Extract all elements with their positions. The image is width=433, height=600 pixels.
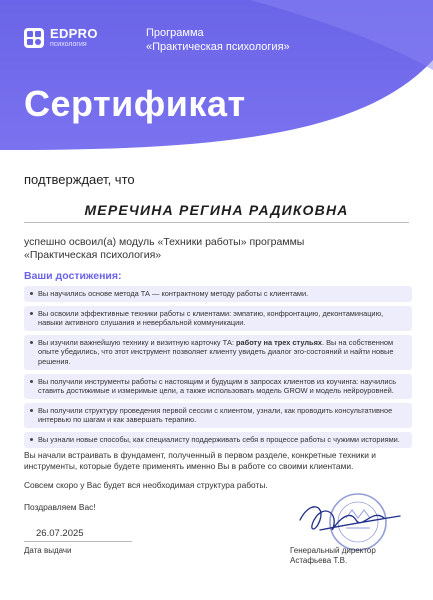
achievement-text: . Вы на собственном опыте убедились, что этот инструмент позволяет клиенту увидеть диалог эго-состояний и найти новые решения. — [38, 337, 394, 366]
congratulations-text: Поздравляем Вас! — [24, 502, 96, 512]
achievement-item: Вы научились основе метода ТА — контрактному методу работы с клиентами. — [24, 286, 412, 302]
brand-subtitle: психология — [50, 41, 87, 48]
achievement-item: Вы узнали новые способы, как специалисту поддерживать себя в процессе работы с чужими историями. — [24, 432, 412, 448]
summary-paragraph: Вы начали встраивать в фундамент, полученный в первом разделе, конкретные техники и инструменты, которые будете применять именно Вы в работе со своими клиентами. — [24, 450, 376, 471]
director-name: Астафьева Т.В. — [290, 556, 348, 565]
program-line-1: Программа — [146, 27, 204, 39]
header-curve-decoration — [0, 0, 433, 150]
achievements-title: Ваши достижения: — [24, 270, 122, 282]
director-title: Генеральный директор — [290, 546, 376, 555]
achievements-list — [24, 286, 412, 452]
achievement-item: Вы освоили эффективные техники работы с клиентами: эмпатию, конфронтацию, деконтаминацию, навыки активного слушания и невербальной коммуникации. — [24, 306, 412, 331]
issue-date-underline — [24, 541, 132, 542]
structure-paragraph: Совсем скоро у Вас будет вся необходимая структура работы. — [24, 480, 268, 490]
brand-name: EDPRO — [50, 26, 98, 41]
achievement-highlight: работу на трех стульях — [236, 337, 323, 347]
program-label — [146, 26, 290, 54]
achievement-item: Вы получили инструменты работы с настоящим и будущим в запросах клиентов из коучинга: научились ставить достижимые и измеримые цели, а также использовать модель GROW и модель нейроуровней. — [24, 374, 412, 399]
certificate-title: Сертификат — [24, 83, 246, 124]
confirms-text: подтверждает, что — [24, 172, 135, 187]
issue-date-label: Дата выдачи — [24, 546, 72, 555]
achievement-text: Вы изучили важнейшую технику и визитную карточку ТА: — [38, 337, 236, 347]
completion-statement: успешно освоил(а) модуль «Техники работы» программы «Практическая психология» — [24, 236, 305, 261]
certificate-header — [0, 0, 433, 150]
recipient-underline — [24, 222, 409, 223]
issue-date: 26.07.2025 — [36, 528, 84, 539]
achievement-item — [24, 335, 412, 370]
achievement-item: Вы получили структуру проведения первой сессии с клиентом, узнали, как проводить консультативное интервью по шагам и как завершать терапию. — [24, 403, 412, 428]
recipient-name: МЕРЕЧИНА РЕГИНА РАДИКОВНА — [84, 202, 349, 218]
edpro-logo-icon — [24, 28, 44, 48]
program-line-2: «Практическая психология» — [146, 41, 290, 53]
